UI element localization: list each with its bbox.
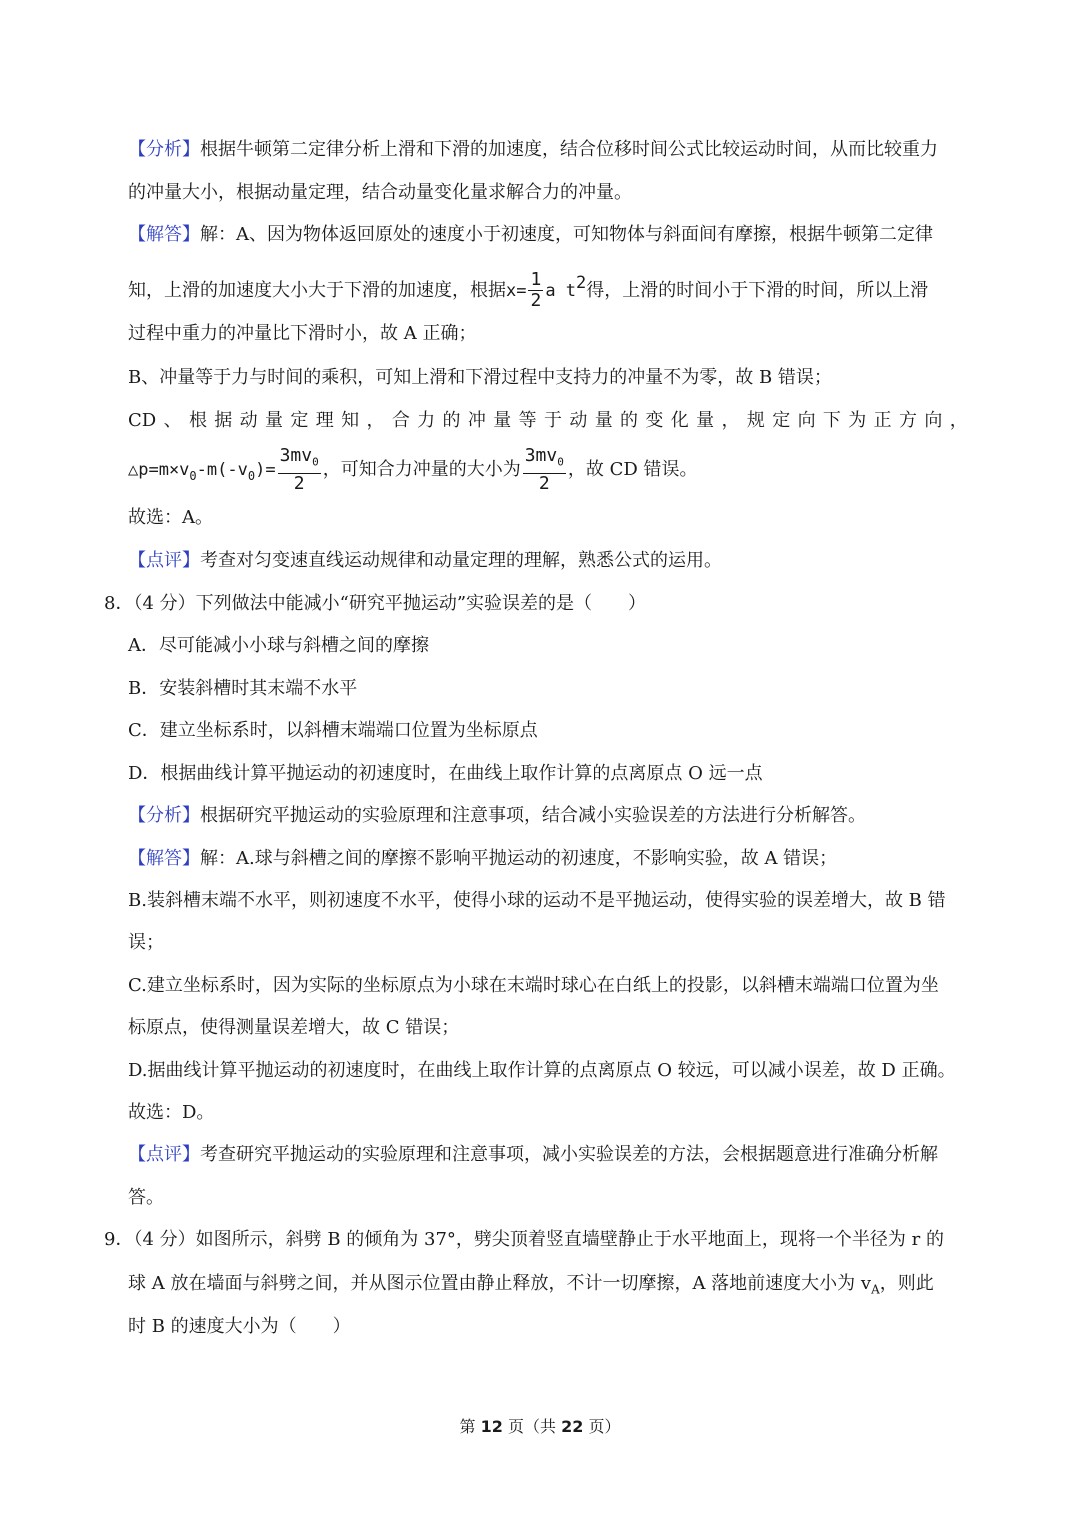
q8-answer-text-4: C.建立坐标系时，因为实际的坐标原点为小球在末端时球心在白纸上的投影，以斜槽末端端口位置为坐 [128,975,939,996]
q9-stem-sub: A [871,1282,880,1297]
eq-sub-1: 0 [189,469,197,483]
q8-stem: 8．（4 分）下列做法中能减小“研究平抛运动”实验误差的是（ ） [104,593,647,614]
q9-stem-text-2a: 球 A 放在墙面与斜劈之间，并从图示位置由静止释放，不计一切摩擦，A 落地前速度大小为 v [128,1273,872,1294]
spread-word: 向 [797,410,816,431]
spread-word: 化 [670,410,689,431]
spread-word: 力 [417,410,436,431]
q8-option-b-text: B．安装斜槽时其末端不水平 [128,678,358,699]
spread-word: 、 [163,410,182,431]
formula-x: x= [506,280,527,301]
q9-stem-text-1: 9．（4 分）如图所示，斜劈 B 的倾角为 37°，劈尖顶着竖直墙壁静止于水平地面上，现将一个半径为 r 的 [104,1229,944,1250]
spread-word: ， [366,410,385,431]
q8-answer-text-3: 误； [128,932,164,953]
spread-word: 向 [924,410,943,431]
q8-answer-text-2: B.装斜槽末端不水平，则初速度不水平，使得小球的运动不是平抛运动，使得实验的误差增大，故 B 错 [128,890,946,911]
q7-analysis-text: 根据牛顿第二定律分析上滑和下滑的加速度，结合位移时间公式比较运动时间，从而比较重力 [200,139,938,160]
spread-word: 动 [569,410,588,431]
q7-equation-line [0,444,1080,496]
spread-word: 合 [391,410,410,431]
q8-option-a-text: A．尽可能减小小球与斜槽之间的摩擦 [128,635,429,656]
spread-word: CD [128,410,157,431]
spread-word: 据 [214,410,233,431]
eq-middle-text: ，可知合力冲量的大小为 [322,459,521,480]
footer-page-number: 12 [480,1417,503,1436]
spread-word: 等 [518,410,537,431]
eq-frac1-numerator: 3mv [279,445,313,467]
q7-answer-text-5 [128,409,968,433]
spread-word: 量 [265,410,284,431]
eq-frac1-denominator: 2 [293,472,305,494]
spread-word: ， [721,410,740,431]
footer-post: 页） [583,1417,621,1436]
spread-word: 于 [543,410,562,431]
q8-choice: 故选：D。 [128,1102,215,1123]
comment-tag: 【点评】 [128,1144,200,1165]
eq-fraction-2 [523,446,566,494]
spread-word: 量 [594,410,613,431]
q8-answer-text: 解：A.球与斜槽之间的摩擦不影响平抛运动的初速度，不影响实验，故 A 错误； [200,848,838,869]
analysis-tag: 【分析】 [128,139,200,160]
q8-answer-text-5: 标原点，使得测量误差增大，故 C 错误； [128,1017,460,1038]
eq-frac2-denominator: 2 [538,472,550,494]
formula-at: a t [545,280,577,301]
q8-comment-text-2: 答。 [128,1187,164,1208]
q7-answer-text: 解：A、因为物体返回原处的速度小于初速度，可知物体与斜面间有摩擦，根据牛顿第二定律 [200,224,933,245]
eq-frac2-sub: 0 [557,455,564,469]
q8-option-c-text: C．建立坐标系时，以斜槽末端端口位置为坐标原点 [128,720,538,741]
eq-post-text: ，故 CD 错误。 [567,459,698,480]
q9-stem-text-2b: ，则此 [879,1273,934,1294]
q7-answer-text-4: B、冲量等于力与时间的乘积，可知上滑和下滑过程中支持力的冲量不为零，故 B 错误； [128,367,832,388]
eq-sub-2: 0 [247,469,256,483]
spread-word: 的 [442,410,461,431]
q7-analysis-text-2: 的冲量大小，根据动量定理，结合动量变化量求解合力的冲量。 [128,182,632,203]
q7-answer-text-2a: 知，上滑的加速度大小大于下滑的加速度，根据 [128,279,506,301]
q7-comment-text: 考查对匀变速直线运动规律和动量定理的理解，熟悉公式的运用。 [200,550,722,571]
eq-part-3: )= [255,460,276,480]
spread-word: 知 [341,410,360,431]
spread-word: 量 [696,410,715,431]
eq-frac1-sub: 0 [312,455,319,469]
q8-analysis-text: 根据研究平抛运动的实验原理和注意事项，结合减小实验误差的方法进行分析解答。 [200,805,866,826]
spread-word: 方 [899,410,917,431]
formula-fraction [528,270,543,311]
spread-word: 为 [848,410,867,431]
q8-answer-text-6: D.据曲线计算平抛运动的初速度时，在曲线上取作计算的点离原点 O 较远，可以减小误差，故 D 正确。 [128,1060,956,1081]
comment-tag: 【点评】 [128,550,200,571]
spread-word: 动 [239,410,258,431]
spread-word: 的 [620,410,639,431]
q8-option-d-text: D．根据曲线计算平抛运动的初速度时，在曲线上取作计算的点离原点 O 远一点 [128,763,763,784]
spread-word: 正 [873,410,892,431]
fraction-numerator: 1 [530,269,542,290]
spread-word: 冲 [467,410,486,431]
formula-exponent: 2 [576,272,587,293]
spread-word: 量 [493,410,512,431]
fraction-denominator: 2 [530,290,542,311]
spread-word: 定 [772,410,791,431]
q8-comment-text: 考查研究平抛运动的实验原理和注意事项，减小实验误差的方法，会根据题意进行准确分析解 [200,1144,938,1165]
q7-answer-text-2b: 得，上滑的时间小于下滑的时间，所以上滑 [586,279,929,301]
answer-tag: 【解答】 [128,848,200,869]
page-footer [0,1414,1080,1437]
spread-word: 规 [746,410,765,431]
spread-word: 变 [645,410,664,431]
eq-frac2-numerator: 3mv [524,445,558,467]
eq-part-1: △p=m×v [128,460,190,480]
q9-stem-text-3: 时 B 的速度大小为（ ） [128,1316,351,1337]
footer-mid: 页（共 [502,1417,562,1436]
spread-word: 定 [290,410,309,431]
footer-total-pages: 22 [561,1417,584,1436]
analysis-tag: 【分析】 [128,805,200,826]
footer-pre: 第 [459,1417,481,1436]
eq-part-2: -m(-v [196,460,248,480]
spread-word: 根 [188,410,207,431]
eq-fraction-1 [278,446,321,494]
q7-answer-text-3: 过程中重力的冲量比下滑时小，故 A 正确； [128,323,477,344]
spread-word: ， [949,410,968,431]
answer-tag: 【解答】 [128,224,200,245]
spread-word: 下 [822,410,841,431]
q7-choice: 故选：A。 [128,507,213,528]
spread-word: 理 [315,410,334,431]
